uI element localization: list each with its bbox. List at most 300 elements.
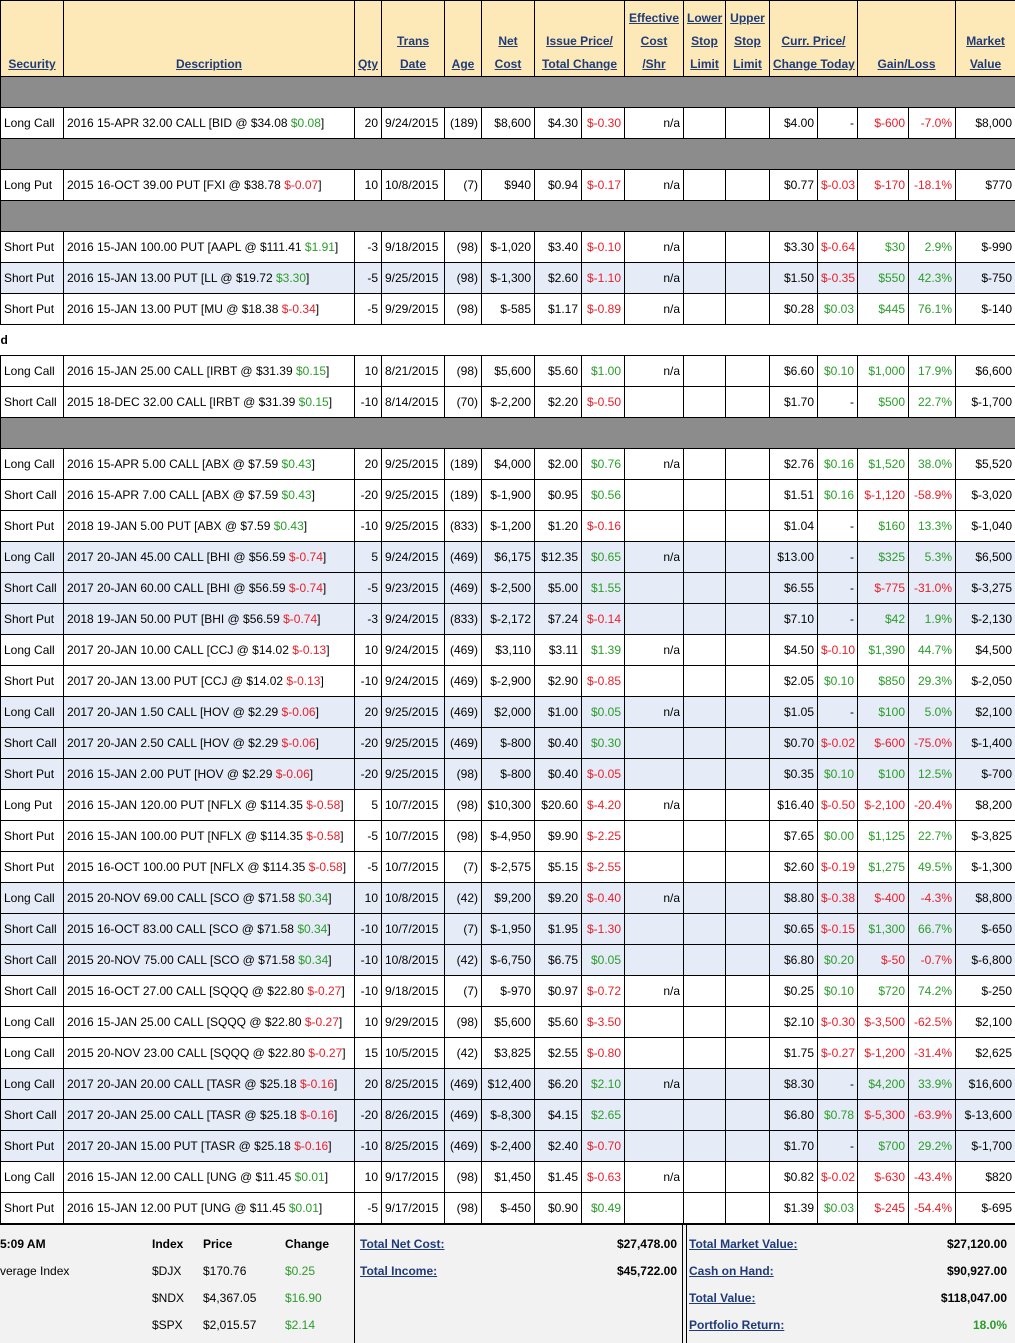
net-cost-cell: $9,200 xyxy=(482,883,535,914)
security-cell: Short Call xyxy=(1,728,64,759)
lower-stop-cell xyxy=(684,852,726,883)
total-net-cost-label[interactable]: Total Net Cost: xyxy=(360,1231,520,1258)
description-cell: 2016 15-JAN 2.00 PUT [HOV @ $2.29 $-0.06] xyxy=(64,759,355,790)
total-change-cell: $-0.05 xyxy=(582,759,625,790)
qty-cell: 10 xyxy=(355,635,382,666)
gain-loss-pct-cell: -43.4% xyxy=(909,1162,956,1193)
portfolio-return-label[interactable]: Portfolio Return: xyxy=(689,1312,859,1339)
gain-loss-cell: $1,000 xyxy=(858,356,909,387)
trans-date-cell: 9/18/2015 xyxy=(382,232,445,263)
market-value-cell: $-140 xyxy=(956,294,1015,325)
upper-stop-cell xyxy=(726,263,770,294)
position-row xyxy=(1,1038,1015,1069)
gain-loss-pct-cell: 44.7% xyxy=(909,635,956,666)
curr-price-cell: $1.70 xyxy=(770,387,818,418)
col-age[interactable]: Age xyxy=(445,1,482,77)
curr-price-cell: $0.35 xyxy=(770,759,818,790)
curr-price-cell: $1.75 xyxy=(770,1038,818,1069)
description-text: 2017 20-JAN 10.00 CALL [CCJ @ $14.02 xyxy=(67,643,292,657)
gain-loss-pct-cell: 17.9% xyxy=(909,356,956,387)
description-text: 2017 20-JAN 2.50 CALL [HOV @ $2.29 xyxy=(67,736,282,750)
description-cell: 2016 15-JAN 12.00 CALL [UNG @ $11.45 $0.01] xyxy=(64,1162,355,1193)
issue-price-cell: $9.90 xyxy=(535,821,582,852)
trans-date-cell: 9/24/2015 xyxy=(382,542,445,573)
col-description[interactable]: Description xyxy=(64,1,355,77)
qty-cell: -10 xyxy=(355,945,382,976)
lower-stop-cell xyxy=(684,697,726,728)
age-cell: (98) xyxy=(445,356,482,387)
net-cost-cell: $-6,750 xyxy=(482,945,535,976)
change-today-cell: $0.00 xyxy=(818,821,858,852)
lower-stop-cell xyxy=(684,294,726,325)
separator-cell xyxy=(1,139,1015,170)
trans-date-cell: 9/25/2015 xyxy=(382,449,445,480)
total-change-cell: $-0.17 xyxy=(582,170,625,201)
description-cell: 2017 20-JAN 13.00 PUT [CCJ @ $14.02 $-0.13] xyxy=(64,666,355,697)
change-today-cell: $-0.02 xyxy=(818,1162,858,1193)
portfolio-return-value: 18.0% xyxy=(860,1312,1007,1339)
header-row xyxy=(1,1,1015,77)
issue-price-cell: $5.60 xyxy=(535,356,582,387)
separator-cell xyxy=(1,201,1015,232)
total-change-cell: $2.10 xyxy=(582,1069,625,1100)
total-change-cell: $-2.55 xyxy=(582,852,625,883)
curr-price-cell: $6.80 xyxy=(770,1100,818,1131)
net-cost-cell: $-1,200 xyxy=(482,511,535,542)
description-text: 2015 20-NOV 23.00 CALL [SQQQ @ $22.80 xyxy=(67,1046,308,1060)
issue-price-cell: $0.94 xyxy=(535,170,582,201)
qty-cell: -5 xyxy=(355,263,382,294)
total-change-cell: $-3.50 xyxy=(582,1007,625,1038)
col-market-value[interactable]: Market Value xyxy=(956,1,1015,77)
trans-date-cell: 10/5/2015 xyxy=(382,1038,445,1069)
trans-date-cell: 10/7/2015 xyxy=(382,821,445,852)
qty-cell: -5 xyxy=(355,294,382,325)
market-value-cell: $-6,800 xyxy=(956,945,1015,976)
age-cell: (42) xyxy=(445,945,482,976)
market-value-cell: $-990 xyxy=(956,232,1015,263)
effective-cost-cell xyxy=(625,821,684,852)
trans-date-cell: 9/25/2015 xyxy=(382,511,445,542)
security-cell: Short Call xyxy=(1,573,64,604)
position-row xyxy=(1,294,1015,325)
effective-cost-cell: n/a xyxy=(625,883,684,914)
effective-cost-cell xyxy=(625,759,684,790)
lower-stop-cell xyxy=(684,170,726,201)
underlying-change: $0.34 xyxy=(297,922,327,936)
age-cell: (98) xyxy=(445,759,482,790)
description-text: 2015 16-OCT 100.00 PUT [NFLX @ $114.35 xyxy=(67,860,309,874)
description-cell: 2016 15-JAN 12.00 PUT [UNG @ $11.45 $0.01] xyxy=(64,1193,355,1224)
issue-price-cell: $1.95 xyxy=(535,914,582,945)
total-income-label[interactable]: Total Income: xyxy=(360,1258,520,1285)
description-cell: 2015 16-OCT 100.00 PUT [NFLX @ $114.35 $-0.58] xyxy=(64,852,355,883)
market-value-cell: $8,000 xyxy=(956,108,1015,139)
lower-stop-cell xyxy=(684,108,726,139)
security-cell: Short Put xyxy=(1,1131,64,1162)
qty-cell: -10 xyxy=(355,914,382,945)
lower-stop-cell xyxy=(684,945,726,976)
market-value-cell: $-700 xyxy=(956,759,1015,790)
lower-stop-cell xyxy=(684,1162,726,1193)
col-curr-price[interactable]: Curr. Price/ Change Today xyxy=(770,1,858,77)
net-cost-cell: $3,825 xyxy=(482,1038,535,1069)
col-lower-stop[interactable]: Lower Stop Limit xyxy=(684,1,726,77)
upper-stop-cell xyxy=(726,1007,770,1038)
qty-cell: -20 xyxy=(355,728,382,759)
underlying-change: $0.43 xyxy=(282,488,312,502)
lower-stop-cell xyxy=(684,1100,726,1131)
index-ndx: $NDX xyxy=(152,1285,212,1312)
underlying-change: $-0.07 xyxy=(284,178,318,192)
upper-stop-cell xyxy=(726,108,770,139)
net-cost-cell: $-1,020 xyxy=(482,232,535,263)
trans-date-cell: 10/8/2015 xyxy=(382,945,445,976)
lower-stop-cell xyxy=(684,666,726,697)
price-header: Price xyxy=(203,1231,283,1258)
curr-price-cell: $1.39 xyxy=(770,1193,818,1224)
description-text: 2015 16-OCT 39.00 PUT [FXI @ $38.78 xyxy=(67,178,284,192)
qty-cell: 10 xyxy=(355,356,382,387)
qty-cell: -10 xyxy=(355,511,382,542)
age-cell: (98) xyxy=(445,1162,482,1193)
age-cell: (7) xyxy=(445,852,482,883)
qty-cell: 5 xyxy=(355,790,382,821)
underlying-change: $-0.16 xyxy=(300,1077,334,1091)
curr-price-cell: $1.05 xyxy=(770,697,818,728)
upper-stop-cell xyxy=(726,1100,770,1131)
market-value-cell: $-2,050 xyxy=(956,666,1015,697)
change-today-cell: $0.78 xyxy=(818,1100,858,1131)
upper-stop-cell xyxy=(726,511,770,542)
col-net-cost[interactable]: Net Cost xyxy=(482,1,535,77)
gain-loss-cell: $500 xyxy=(858,387,909,418)
description-text: 2015 16-OCT 83.00 CALL [SCO @ $71.58 xyxy=(67,922,297,936)
description-text: 2016 15-JAN 25.00 CALL [SQQQ @ $22.80 xyxy=(67,1015,305,1029)
upper-stop-cell xyxy=(726,883,770,914)
effective-cost-cell xyxy=(625,573,684,604)
gain-loss-cell: $-630 xyxy=(858,1162,909,1193)
issue-price-cell: $0.40 xyxy=(535,759,582,790)
description-text: 2016 15-JAN 13.00 PUT [MU @ $18.38 xyxy=(67,302,282,316)
description-text: 2016 15-APR 5.00 CALL [ABX @ $7.59 xyxy=(67,457,282,471)
age-cell: (469) xyxy=(445,1100,482,1131)
upper-stop-cell xyxy=(726,635,770,666)
market-value-cell: $-13,600 xyxy=(956,1100,1015,1131)
underlying-change: $-0.27 xyxy=(308,1046,342,1060)
security-cell: Long Call xyxy=(1,108,64,139)
net-cost-cell: $-8,300 xyxy=(482,1100,535,1131)
age-cell: (469) xyxy=(445,728,482,759)
security-cell: Long Call xyxy=(1,635,64,666)
trans-date-cell: 9/25/2015 xyxy=(382,480,445,511)
group-separator xyxy=(1,201,1015,232)
age-cell: (98) xyxy=(445,821,482,852)
curr-price-cell: $0.82 xyxy=(770,1162,818,1193)
change-today-cell: $-0.50 xyxy=(818,790,858,821)
underlying-change: $0.01 xyxy=(289,1201,319,1215)
col-effective-cost[interactable]: Effective Cost /Shr xyxy=(625,1,684,77)
gain-loss-pct-cell: 5.3% xyxy=(909,542,956,573)
qty-cell: -10 xyxy=(355,1131,382,1162)
age-cell: (469) xyxy=(445,542,482,573)
position-row xyxy=(1,821,1015,852)
description-text: 2015 20-NOV 75.00 CALL [SCO @ $71.58 xyxy=(67,953,298,967)
net-cost-cell: $-800 xyxy=(482,759,535,790)
cash-on-hand-label[interactable]: Cash on Hand: xyxy=(689,1258,859,1285)
change-today-cell: $0.10 xyxy=(818,666,858,697)
description-cell: 2015 20-NOV 69.00 CALL [SCO @ $71.58 $0.34] xyxy=(64,883,355,914)
gain-loss-cell: $-2,100 xyxy=(858,790,909,821)
qty-cell: 20 xyxy=(355,697,382,728)
underlying-change: $-0.16 xyxy=(300,1108,334,1122)
gain-loss-pct-cell: -62.5% xyxy=(909,1007,956,1038)
effective-cost-cell: n/a xyxy=(625,108,684,139)
description-text: 2017 20-JAN 60.00 CALL [BHI @ $56.59 xyxy=(67,581,289,595)
market-value-cell: $8,200 xyxy=(956,790,1015,821)
change-today-cell: $-0.38 xyxy=(818,883,858,914)
effective-cost-cell: n/a xyxy=(625,635,684,666)
issue-price-cell: $9.20 xyxy=(535,883,582,914)
security-cell: Short Put xyxy=(1,511,64,542)
price-djx: $170.76 xyxy=(203,1258,283,1285)
age-cell: (98) xyxy=(445,263,482,294)
net-cost-cell: $-1,950 xyxy=(482,914,535,945)
position-row xyxy=(1,852,1015,883)
lower-stop-cell xyxy=(684,1069,726,1100)
description-cell: 2016 15-JAN 120.00 PUT [NFLX @ $114.35 $-0.58] xyxy=(64,790,355,821)
effective-cost-cell: n/a xyxy=(625,232,684,263)
lower-stop-cell xyxy=(684,821,726,852)
effective-cost-cell xyxy=(625,480,684,511)
underlying-change: $-0.27 xyxy=(307,984,341,998)
market-value-cell: $8,800 xyxy=(956,883,1015,914)
issue-price-cell: $20.60 xyxy=(535,790,582,821)
security-cell: Short Put xyxy=(1,604,64,635)
effective-cost-cell: n/a xyxy=(625,263,684,294)
position-row xyxy=(1,356,1015,387)
lower-stop-cell xyxy=(684,1007,726,1038)
separator-cell xyxy=(1,77,1015,108)
age-cell: (469) xyxy=(445,666,482,697)
total-value: $118,047.00 xyxy=(860,1285,1007,1312)
security-cell: Long Call xyxy=(1,1069,64,1100)
description-cell: 2016 15-APR 7.00 CALL [ABX @ $7.59 $0.43] xyxy=(64,480,355,511)
change-today-cell: - xyxy=(818,1069,858,1100)
position-row xyxy=(1,604,1015,635)
position-row xyxy=(1,666,1015,697)
trans-date-cell: 9/29/2015 xyxy=(382,294,445,325)
col-trans-date[interactable]: Trans Date xyxy=(382,1,445,77)
gain-loss-cell: $720 xyxy=(858,976,909,1007)
change-today-cell: - xyxy=(818,1131,858,1162)
effective-cost-cell: n/a xyxy=(625,976,684,1007)
security-cell: Long Call xyxy=(1,697,64,728)
description-cell: 2016 15-JAN 13.00 PUT [MU @ $18.38 $-0.34] xyxy=(64,294,355,325)
age-cell: (833) xyxy=(445,511,482,542)
effective-cost-cell: n/a xyxy=(625,790,684,821)
gain-loss-cell: $-50 xyxy=(858,945,909,976)
market-value-cell: $16,600 xyxy=(956,1069,1015,1100)
gain-loss-pct-cell: -75.0% xyxy=(909,728,956,759)
effective-cost-cell: n/a xyxy=(625,294,684,325)
qty-cell: -20 xyxy=(355,759,382,790)
curr-price-cell: $7.65 xyxy=(770,821,818,852)
description-cell: 2016 15-JAN 100.00 PUT [AAPL @ $111.41 $1.91] xyxy=(64,232,355,263)
upper-stop-cell xyxy=(726,1038,770,1069)
effective-cost-cell xyxy=(625,387,684,418)
position-row xyxy=(1,635,1015,666)
gain-loss-cell: $-1,120 xyxy=(858,480,909,511)
total-change-cell: $0.76 xyxy=(582,449,625,480)
qty-cell: -10 xyxy=(355,387,382,418)
col-qty[interactable]: Qty xyxy=(355,1,382,77)
lower-stop-cell xyxy=(684,263,726,294)
separator-cell xyxy=(1,418,1015,449)
net-cost-cell: $6,175 xyxy=(482,542,535,573)
total-market-value-label[interactable]: Total Market Value: xyxy=(689,1231,859,1258)
gain-loss-pct-cell: 74.2% xyxy=(909,976,956,1007)
position-row xyxy=(1,1193,1015,1224)
description-cell: 2015 16-OCT 83.00 CALL [SCO @ $71.58 $0.34] xyxy=(64,914,355,945)
change-today-cell: - xyxy=(818,387,858,418)
issue-price-cell: $6.20 xyxy=(535,1069,582,1100)
description-text: 2016 15-JAN 13.00 PUT [LL @ $19.72 xyxy=(67,271,276,285)
position-row xyxy=(1,759,1015,790)
effective-cost-cell xyxy=(625,852,684,883)
total-value-label[interactable]: Total Value: xyxy=(689,1285,859,1312)
gain-loss-pct-cell: 42.3% xyxy=(909,263,956,294)
security-cell: Long Call xyxy=(1,449,64,480)
gain-loss-pct-cell: 22.7% xyxy=(909,387,956,418)
qty-cell: -10 xyxy=(355,666,382,697)
market-value-cell: $6,600 xyxy=(956,356,1015,387)
net-cost-cell: $-585 xyxy=(482,294,535,325)
qty-cell: 15 xyxy=(355,1038,382,1069)
change-today-cell: $0.10 xyxy=(818,759,858,790)
total-market-value: $27,120.00 xyxy=(860,1231,1007,1258)
col-issue-price[interactable]: Issue Price/ Total Change xyxy=(535,1,625,77)
effective-cost-cell: n/a xyxy=(625,170,684,201)
change-today-cell: - xyxy=(818,542,858,573)
qty-cell: -20 xyxy=(355,1100,382,1131)
col-gain-loss[interactable]: Gain/Loss xyxy=(858,1,956,77)
lower-stop-cell xyxy=(684,1193,726,1224)
issue-price-cell: $0.40 xyxy=(535,728,582,759)
qty-cell: -5 xyxy=(355,573,382,604)
lower-stop-cell xyxy=(684,790,726,821)
col-upper-stop[interactable]: Upper Stop Limit xyxy=(726,1,770,77)
position-row xyxy=(1,542,1015,573)
qty-cell: 10 xyxy=(355,170,382,201)
net-cost-cell: $2,000 xyxy=(482,697,535,728)
position-row xyxy=(1,883,1015,914)
issue-price-cell: $2.00 xyxy=(535,449,582,480)
total-change-cell: $0.56 xyxy=(582,480,625,511)
description-text: 2016 15-APR 7.00 CALL [ABX @ $7.59 xyxy=(67,488,282,502)
total-change-cell: $0.65 xyxy=(582,542,625,573)
security-cell: Short Put xyxy=(1,232,64,263)
gain-loss-pct-cell: 49.5% xyxy=(909,852,956,883)
description-text: 2016 15-JAN 12.00 CALL [UNG @ $11.45 xyxy=(67,1170,295,1184)
change-today-cell: $-0.35 xyxy=(818,263,858,294)
index-djx: $DJX xyxy=(152,1258,212,1285)
description-cell: 2018 19-JAN 5.00 PUT [ABX @ $7.59 $0.43] xyxy=(64,511,355,542)
description-cell: 2015 20-NOV 75.00 CALL [SCO @ $71.58 $0.34] xyxy=(64,945,355,976)
total-change-cell: $1.55 xyxy=(582,573,625,604)
change-today-cell: $-0.19 xyxy=(818,852,858,883)
gain-loss-cell: $1,520 xyxy=(858,449,909,480)
curr-price-cell: $0.25 xyxy=(770,976,818,1007)
issue-price-cell: $5.00 xyxy=(535,573,582,604)
effective-cost-cell xyxy=(625,511,684,542)
change-spx: $2.14 xyxy=(285,1312,345,1339)
security-cell: Long Put xyxy=(1,790,64,821)
upper-stop-cell xyxy=(726,976,770,1007)
gain-loss-pct-cell: -7.0% xyxy=(909,108,956,139)
gain-loss-cell: $100 xyxy=(858,759,909,790)
effective-cost-cell xyxy=(625,1007,684,1038)
upper-stop-cell xyxy=(726,759,770,790)
total-change-cell: $-2.25 xyxy=(582,821,625,852)
age-cell: (833) xyxy=(445,604,482,635)
curr-price-cell: $8.80 xyxy=(770,883,818,914)
trans-date-cell: 8/21/2015 xyxy=(382,356,445,387)
position-row xyxy=(1,1162,1015,1193)
trans-date-cell: 9/25/2015 xyxy=(382,759,445,790)
underlying-change: $-0.74 xyxy=(289,550,323,564)
total-change-cell: $2.65 xyxy=(582,1100,625,1131)
position-row xyxy=(1,263,1015,294)
net-cost-cell: $-2,400 xyxy=(482,1131,535,1162)
total-change-cell: $0.30 xyxy=(582,728,625,759)
gain-loss-cell: $-5,300 xyxy=(858,1100,909,1131)
total-income-value: $45,722.00 xyxy=(540,1258,677,1285)
curr-price-cell: $2.76 xyxy=(770,449,818,480)
net-cost-cell: $1,450 xyxy=(482,1162,535,1193)
total-change-cell: $-0.16 xyxy=(582,511,625,542)
market-value-cell: $-695 xyxy=(956,1193,1015,1224)
index-header: Index xyxy=(152,1231,212,1258)
net-cost-cell: $5,600 xyxy=(482,1007,535,1038)
underlying-change: $-0.13 xyxy=(286,674,320,688)
security-cell: Short Call xyxy=(1,387,64,418)
issue-price-cell: $0.97 xyxy=(535,976,582,1007)
change-today-cell: $0.16 xyxy=(818,449,858,480)
gain-loss-pct-cell: -20.4% xyxy=(909,790,956,821)
underlying-change: $0.15 xyxy=(299,395,329,409)
position-row xyxy=(1,914,1015,945)
gain-loss-pct-cell: 13.3% xyxy=(909,511,956,542)
gain-loss-cell: $30 xyxy=(858,232,909,263)
net-cost-cell: $-2,500 xyxy=(482,573,535,604)
change-today-cell: $-0.15 xyxy=(818,914,858,945)
market-value-cell: $2,625 xyxy=(956,1038,1015,1069)
net-cost-cell: $-970 xyxy=(482,976,535,1007)
lower-stop-cell xyxy=(684,604,726,635)
description-cell: 2016 15-JAN 25.00 CALL [SQQQ @ $22.80 $-0.27] xyxy=(64,1007,355,1038)
market-value-cell: $5,520 xyxy=(956,449,1015,480)
market-value-cell: $-1,700 xyxy=(956,387,1015,418)
age-cell: (469) xyxy=(445,697,482,728)
total-change-cell: $-0.10 xyxy=(582,232,625,263)
col-security[interactable]: Security xyxy=(1,1,64,77)
market-value-cell: $-1,700 xyxy=(956,1131,1015,1162)
market-value-cell: $-1,400 xyxy=(956,728,1015,759)
position-row xyxy=(1,1007,1015,1038)
position-row xyxy=(1,728,1015,759)
underlying-change: $0.34 xyxy=(298,891,328,905)
